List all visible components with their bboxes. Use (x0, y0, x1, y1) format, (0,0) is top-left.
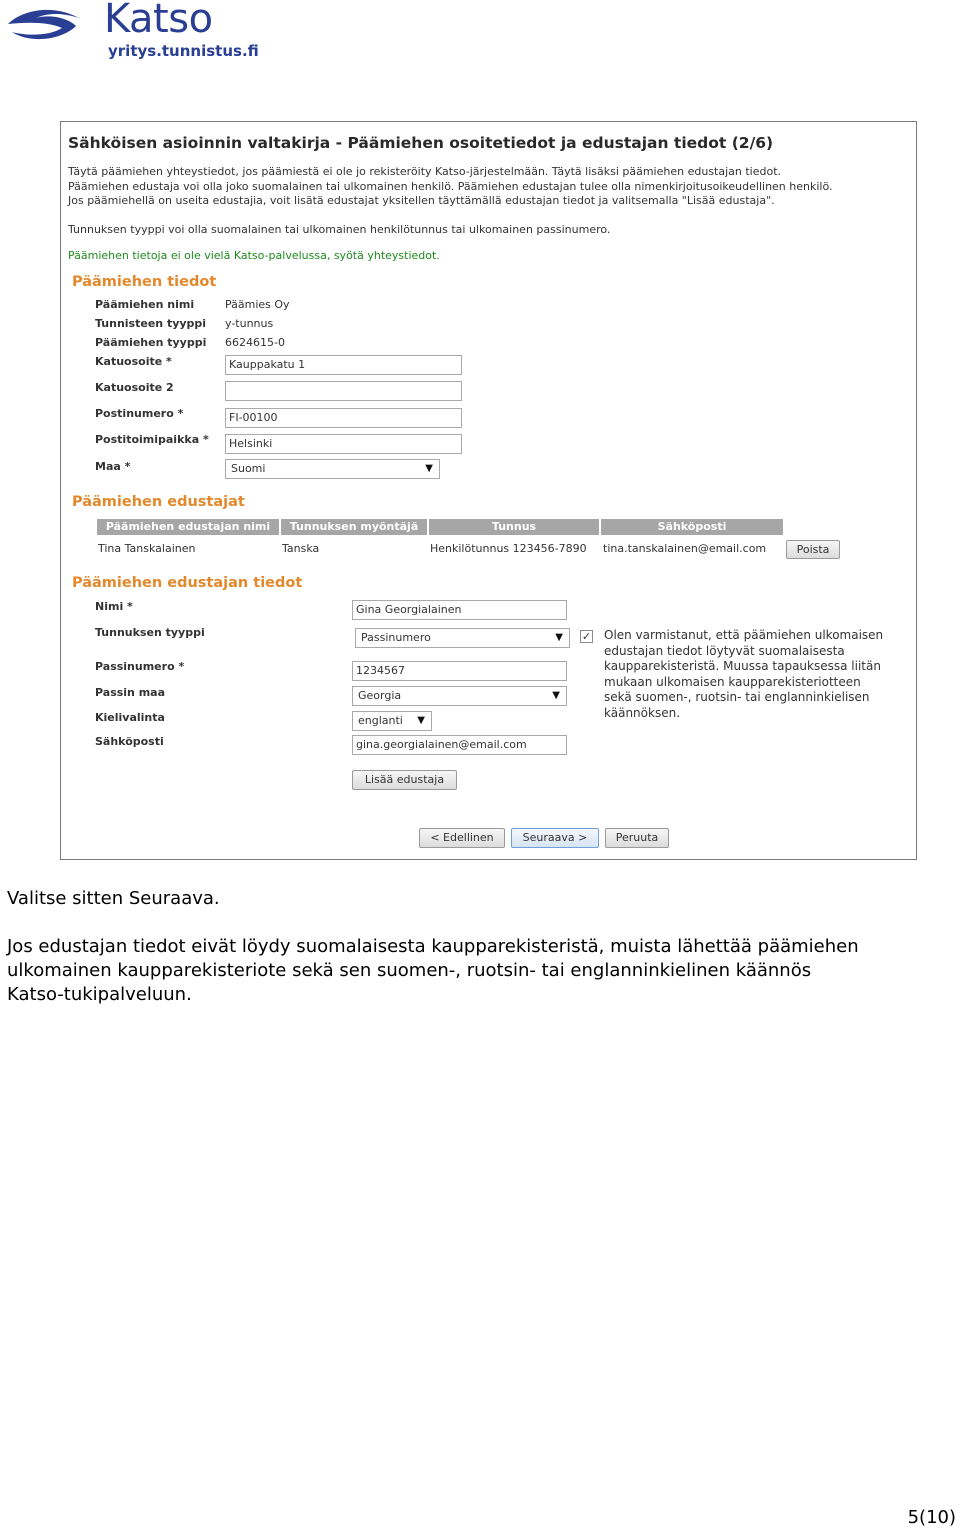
intro-line: Täytä päämiehen yhteystiedot, jos päämiestä ei ole jo rekisteröity Katso-järjestelmään. Täytä lisäksi päämiehen edustajan tiedot. (68, 165, 782, 178)
form-intro (68, 165, 913, 209)
rep-row-issuer: Tanska (282, 542, 320, 555)
confirm-text-line: Olen varmistanut, että päämiehen ulkomaisen (604, 628, 884, 642)
country-label: Maa * (95, 460, 131, 473)
principal-name-value: Päämies Oy (225, 298, 290, 311)
email-label: Sähköposti (95, 735, 164, 748)
postal-code-label: Postinumero * (95, 407, 184, 420)
postal-code-input[interactable]: FI-00100 (225, 408, 462, 428)
rep-name-input[interactable]: Gina Georgialainen (352, 600, 567, 620)
principal-idtype-value: y-tunnus (225, 317, 274, 330)
confirm-text-line: käännöksen. (604, 705, 681, 720)
country-select[interactable] (225, 459, 440, 479)
logo-name: Katso (104, 0, 213, 42)
form-title: Sähköisen asioinnin valtakirja - Päämiehen osoitetiedot ja edustajan tiedot (2/6) (68, 134, 774, 152)
note-line-3: Katso-tukipalveluun. (7, 984, 192, 1005)
remove-rep-button[interactable]: Poista (786, 540, 840, 559)
col-issuer: Tunnuksen myöntäjä (281, 519, 427, 535)
city-input[interactable]: Helsinki (225, 434, 462, 454)
checkmark-icon: ✓ (581, 630, 592, 643)
dropdown-arrow-icon: ▼ (417, 715, 425, 726)
language-select[interactable] (352, 711, 432, 731)
representatives-heading: Päämiehen edustajat (72, 494, 245, 510)
intro-line: Päämiehen edustaja voi olla joko suomalainen tai ulkomainen henkilö. Päämiehen edustajan tulee olla nimenkirjoitusoikeudellinen henkilö. (68, 179, 833, 193)
confirm-checkbox[interactable] (580, 630, 593, 643)
form-screenshot (60, 121, 917, 860)
passport-label: Passinumero * (95, 660, 185, 673)
note-line-1: Jos edustajan tiedot eivät löydy suomalaisesta kaupparekisteristä, muista lähettää päämiehen (7, 936, 859, 957)
rep-details-heading: Päämiehen edustajan tiedot (72, 575, 303, 591)
col-id: Tunnus (429, 519, 599, 535)
dropdown-arrow-icon: ▼ (425, 463, 433, 474)
street2-label: Katuosoite 2 (95, 381, 174, 394)
street1-input[interactable]: Kauppakatu 1 (225, 355, 462, 375)
katso-logo (6, 0, 259, 66)
email-input[interactable]: gina.georgialainen@email.com (352, 735, 567, 755)
passport-country-select[interactable] (352, 686, 567, 706)
rep-idtype-select[interactable] (355, 628, 570, 648)
rep-row-email: tina.tanskalainen@email.com (603, 542, 767, 555)
passport-country-value: Georgia (358, 689, 402, 702)
principal-type-label: Päämiehen tyyppi (95, 336, 207, 349)
logo-subtitle: yritys.tunnistus.fi (108, 42, 259, 60)
rep-row-name: Tina Tanskalainen (98, 542, 196, 555)
principal-type-value: 6624615-0 (225, 336, 285, 349)
add-representative-button[interactable]: Lisää edustaja (352, 770, 457, 790)
confirm-text-line: mukaan ulkomaisen kaupparekisteriotteen (604, 674, 861, 689)
rep-idtype-label: Tunnuksen tyyppi (95, 626, 205, 639)
missing-principal-notice: Päämiehen tietoja ei ole vielä Katso-palvelussa, syötä yhteystiedot. (68, 249, 440, 262)
cancel-button[interactable]: Peruuta (605, 828, 669, 848)
confirm-text-line: edustajan tiedot löytyvät suomalaisesta (604, 643, 845, 658)
country-select-value: Suomi (231, 462, 266, 475)
note-line-2: ulkomainen kaupparekisteriote sekä sen suomen-, ruotsin- tai englanninkielinen käännös (7, 960, 812, 981)
katso-swoosh-icon (6, 6, 86, 46)
intro-line: Jos päämiehellä on useita edustajia, voit lisätä edustajat yksitellen täyttämällä edustajan tiedot ja valitsemalla "Lisää edustaja". (68, 194, 775, 207)
confirm-checkbox-text (604, 628, 909, 722)
passport-input[interactable]: 1234567 (352, 661, 567, 681)
passport-country-label: Passin maa (95, 686, 166, 699)
page-number: 5(10) (907, 1507, 956, 1528)
col-email: Sähköposti (601, 519, 783, 535)
confirm-text-line: kaupparekisteristä. Muussa tapauksessa liitän (604, 659, 881, 674)
street2-input[interactable] (225, 381, 462, 401)
principal-heading: Päämiehen tiedot (72, 274, 217, 290)
confirm-text-line: sekä suomen-, ruotsin- tai englanninkielisen (604, 690, 870, 705)
city-label: Postitoimipaikka * (95, 433, 209, 446)
rep-row-id: Henkilötunnus 123456-7890 (430, 542, 587, 555)
dropdown-arrow-icon: ▼ (552, 690, 560, 701)
street1-label: Katuosoite * (95, 355, 172, 368)
previous-button[interactable]: < Edellinen (419, 828, 505, 848)
id-type-info: Tunnuksen tyyppi voi olla suomalainen tai ulkomainen henkilötunnus tai ulkomainen passinumero. (68, 223, 611, 236)
principal-idtype-label: Tunnisteen tyyppi (95, 317, 207, 330)
rep-idtype-value: Passinumero (361, 631, 431, 644)
next-button[interactable]: Seuraava > (511, 828, 599, 848)
rep-name-label: Nimi * (95, 600, 133, 613)
instruction-text: Valitse sitten Seuraava. (7, 888, 220, 909)
language-label: Kielivalinta (95, 711, 165, 724)
dropdown-arrow-icon: ▼ (555, 632, 563, 643)
col-rep-name: Päämiehen edustajan nimi (97, 519, 279, 535)
language-value: englanti (358, 714, 403, 727)
principal-name-label: Päämiehen nimi (95, 298, 195, 311)
